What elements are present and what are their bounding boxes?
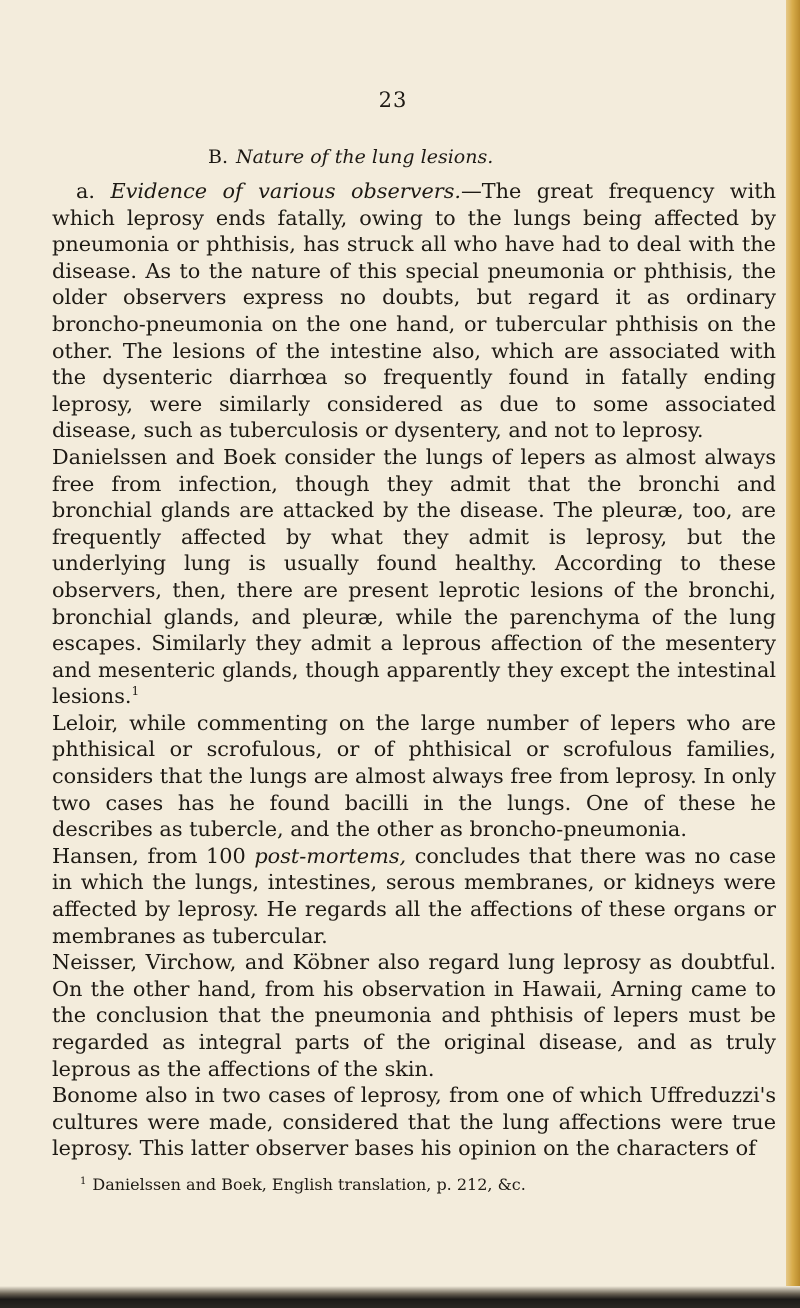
footnote (80, 1175, 770, 1194)
footnote-reference: 1 (131, 684, 140, 699)
footnote-text: Danielssen and Boek, English translation, p. 212, &c. (92, 1175, 526, 1194)
paragraph (52, 1082, 776, 1162)
subsection-label: a. (76, 179, 96, 203)
body-text (52, 178, 776, 1162)
paragraph-text: Danielssen and Boek consider the lungs of lepers as almost always free from infection, though they admit that the bronchi and bronchial glands are attacked by the disease. The pleuræ, too, are frequently affected by what they admit is leprosy, but the underlying lung is usually found healthy. According to these observers, then, there are present leprotic lesions of the bronchi, bronchial glands, and pleuræ, while the parenchyma of the lung escapes. Similarly they admit a leprous affection of the mesentery and mesenteric glands, though apparently they except the intestinal lesions. (52, 444, 776, 709)
page-edge-right (786, 0, 800, 1308)
paragraph (52, 843, 776, 949)
page-edge-bottom (0, 1286, 800, 1308)
paragraph-italic-text: post-mortems, (254, 843, 407, 868)
paragraph (52, 710, 776, 843)
paragraph-text: Hansen, from 100 (52, 843, 255, 868)
section-title: Nature of the lung lesions. (236, 146, 494, 168)
paragraph-text: Neisser, Virchow, and Köbner also regard lung leprosy as doubtful. On the other hand, from his observation in Hawaii, Arning came to the conclusion that the pneumonia and phthisis of lepers must be regarded as integral parts of the original disease, and as truly leprous as the affections of the skin. (52, 950, 776, 1081)
paragraph (52, 444, 776, 710)
section-heading (208, 146, 493, 168)
paragraph (52, 178, 776, 444)
paragraph-text: —The great frequency with which leprosy ends fatally, owing to the lungs being affected by pneumonia or phthisis, has struck all who have had to deal with the disease. As to the nature of this special pneumonia or phthisis, the older observers express no doubts, but regard it as ordinary broncho-pneumonia on the one hand, or tubercular phthisis on the other. The lesions of the intestine also, which are associated with the dysenteric diarrhœa so frequently found in fatally ending leprosy, were similarly considered as due to some associated disease, such as tuberculosis or dysentery, and not to leprosy. (52, 179, 776, 443)
page-number: 23 (378, 88, 408, 112)
footnote-mark: 1 (80, 1175, 87, 1187)
paragraph-text: Leloir, while commenting on the large number of lepers who are phthisical or scrofulous, or of phthisical or scrofulous families, considers that the lungs are almost always free from leprosy. In only two cases has he found bacilli in the lungs. One of these he describes as tubercle, and the other as broncho-pneumonia. (52, 710, 776, 842)
section-letter: B. (208, 146, 229, 168)
paragraph-text: Bonome also in two cases of leprosy, from one of which Uffreduzzi's cultures were made, considered that the lung affections were true leprosy. This latter observer bases his opinion on the characters of (52, 1083, 776, 1161)
subsection-title: Evidence of various observers. (110, 179, 461, 203)
paragraph (52, 949, 776, 1082)
paragraph-text: concludes that there was no case in which the lungs, intestines, serous membranes, or kidneys were affected by leprosy. He regards all the affections of these organs or membranes as tubercular. (52, 843, 777, 948)
